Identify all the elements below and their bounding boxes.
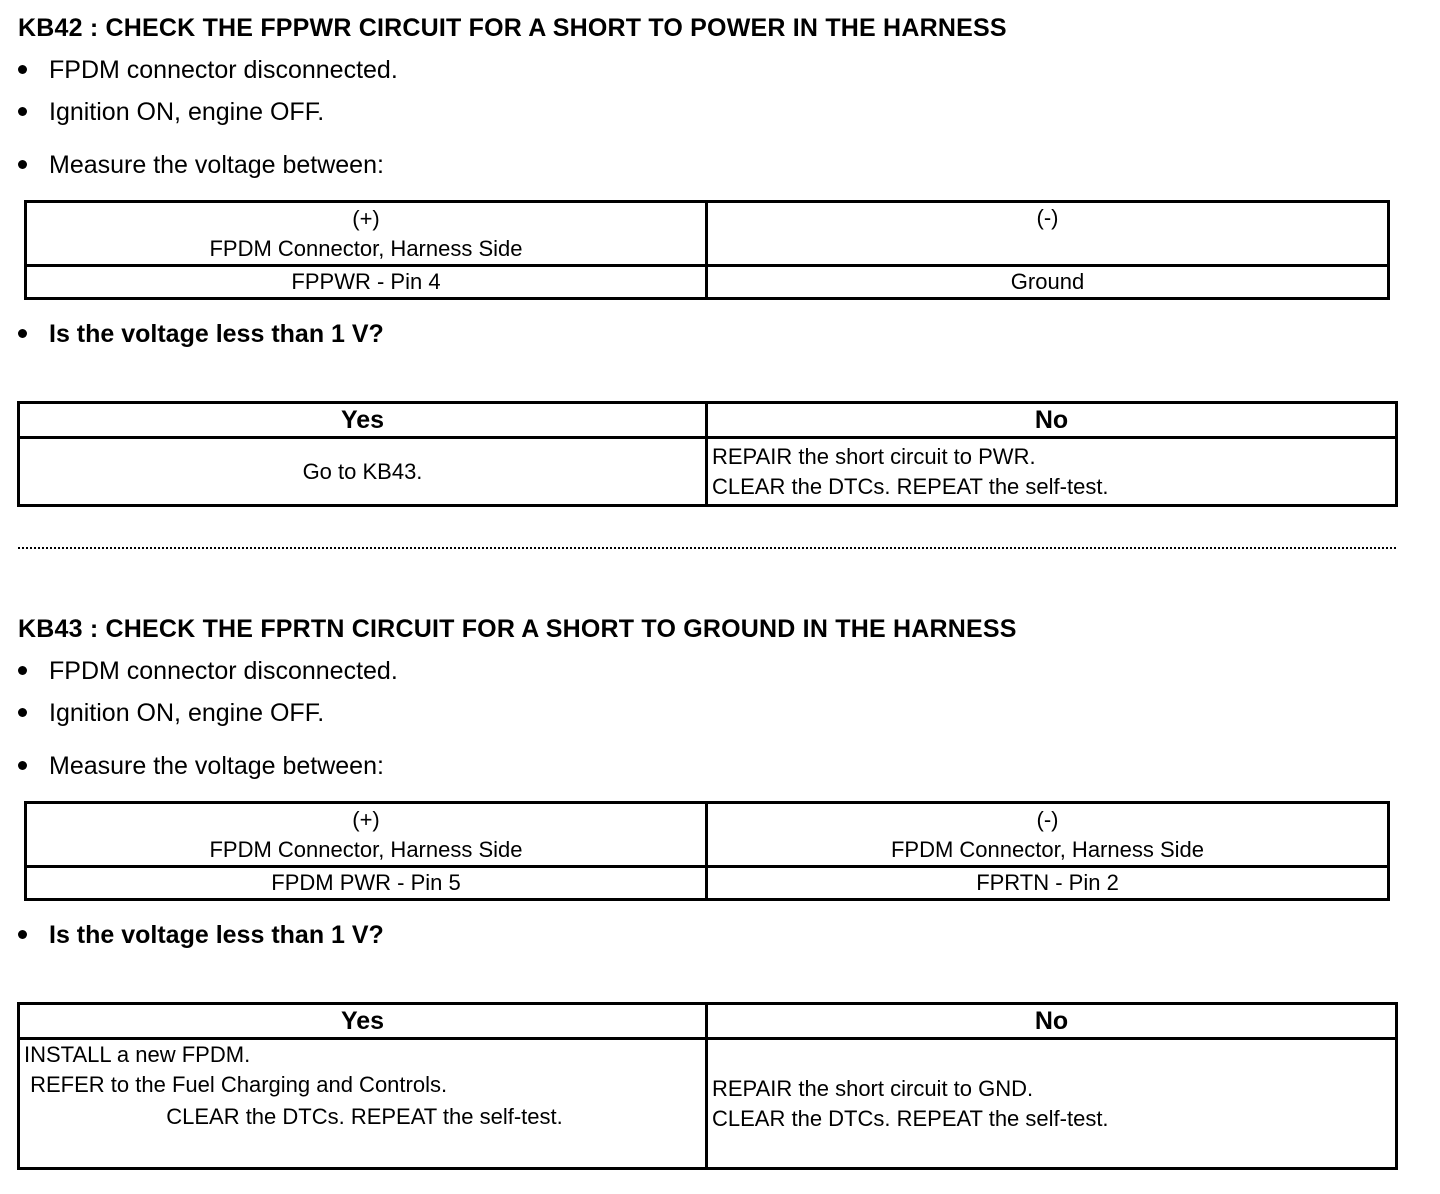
kb43-result-table [17, 1002, 1398, 1170]
kb43-heading: KB43 : CHECK THE FPRTN CIRCUIT FOR A SHORT TO GROUND IN THE HARNESS [18, 615, 1017, 643]
measure-pos-value: FPDM PWR - Pin 5 [26, 867, 707, 900]
kb42-measure-table [24, 200, 1390, 300]
measure-pos-header-cell: (+) FPDM Connector, Harness Side [26, 803, 707, 867]
kb43-step-1: FPDM connector disconnected. [18, 657, 398, 686]
kb42-question: Is the voltage less than 1 V? [18, 320, 384, 349]
section-divider [18, 547, 1396, 549]
measure-pos-header-cell: (+) FPDM Connector, Harness Side [26, 202, 707, 266]
bullet-icon [18, 107, 27, 116]
bullet-icon [18, 708, 27, 717]
yes-header: Yes [19, 1004, 707, 1039]
kb42-heading: KB42 : CHECK THE FPPWR CIRCUIT FOR A SHORT TO POWER IN THE HARNESS [18, 14, 1007, 42]
yes-action-cell: Go to KB43. [19, 438, 707, 506]
no-action-cell: REPAIR the short circuit to GND. CLEAR the DTCs. REPEAT the self-test. [707, 1039, 1397, 1169]
yes-action-cell: INSTALL a new FPDM. REFER to the Fuel Charging and Controls. CLEAR the DTCs. REPEAT the self-test. [19, 1039, 707, 1169]
kb43-step-2: Ignition ON, engine OFF. [18, 699, 324, 728]
bullet-icon [18, 930, 27, 939]
kb43-step-3: Measure the voltage between: [18, 752, 384, 781]
bullet-icon [18, 761, 27, 770]
measure-neg-value: Ground [707, 266, 1389, 299]
measure-neg-header-cell: (-) [707, 202, 1389, 266]
no-header: No [707, 403, 1397, 438]
kb43-measure-table [24, 801, 1390, 901]
kb42-step-3: Measure the voltage between: [18, 151, 384, 180]
kb42-step-2: Ignition ON, engine OFF. [18, 98, 324, 127]
bullet-icon [18, 160, 27, 169]
measure-neg-header-cell: (-) FPDM Connector, Harness Side [707, 803, 1389, 867]
bullet-icon [18, 666, 27, 675]
bullet-icon [18, 329, 27, 338]
measure-neg-value: FPRTN - Pin 2 [707, 867, 1389, 900]
kb42-result-table [17, 401, 1398, 507]
bullet-icon [18, 65, 27, 74]
no-header: No [707, 1004, 1397, 1039]
kb43-question: Is the voltage less than 1 V? [18, 921, 384, 950]
kb42-step-1: FPDM connector disconnected. [18, 56, 398, 85]
yes-header: Yes [19, 403, 707, 438]
no-action-cell: REPAIR the short circuit to PWR. CLEAR the DTCs. REPEAT the self-test. [707, 438, 1397, 506]
measure-pos-value: FPPWR - Pin 4 [26, 266, 707, 299]
